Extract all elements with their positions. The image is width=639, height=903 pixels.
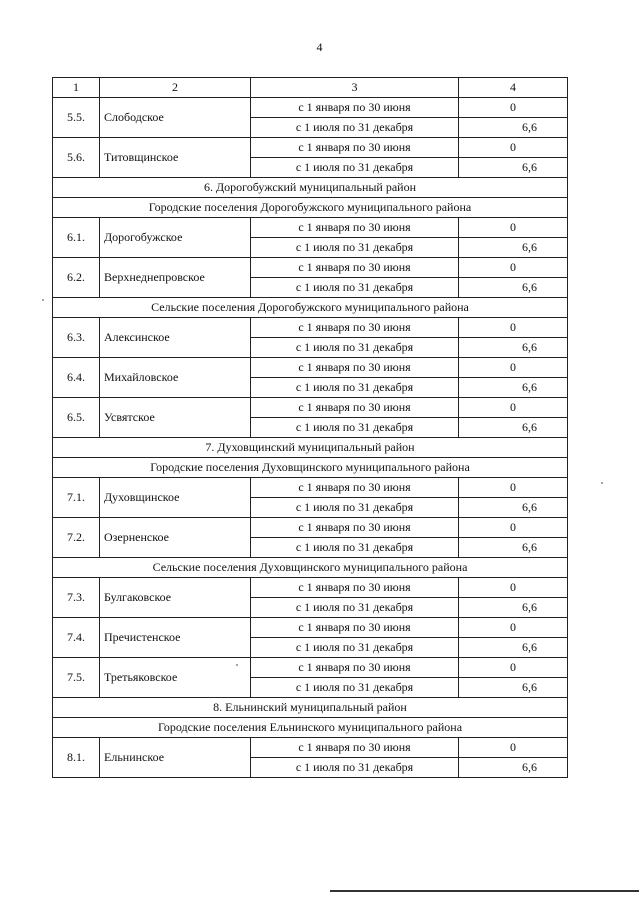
rate-cell: [459, 98, 568, 118]
table-row: [53, 578, 568, 598]
period-second-half: с 1 июля по 31 декабря: [251, 498, 459, 518]
rate-value-second: 6,6: [522, 600, 537, 614]
rate-cell: [459, 578, 568, 598]
rates-table: [52, 77, 568, 778]
period-second-half: с 1 июля по 31 декабря: [251, 598, 459, 618]
period-first-half: с 1 января по 30 июня: [251, 138, 459, 158]
section-row: [53, 178, 568, 198]
row-number: 6.2.: [53, 258, 100, 298]
period-first-half: с 1 января по 30 июня: [251, 358, 459, 378]
scan-speck: [601, 482, 603, 484]
table-row: [53, 358, 568, 378]
table-row: [53, 218, 568, 238]
rate-value-second: 6,6: [522, 340, 537, 354]
rate-value-first: 0: [510, 580, 516, 594]
row-number: 8.1.: [53, 738, 100, 778]
rate-value-first: 0: [510, 100, 516, 114]
header-col-3: 3: [251, 78, 459, 98]
rate-value-second: 6,6: [522, 760, 537, 774]
rate-value-first: 0: [510, 360, 516, 374]
rate-cell: [459, 218, 568, 238]
rate-value-second: 6,6: [522, 540, 537, 554]
row-number: 5.6.: [53, 138, 100, 178]
period-second-half: с 1 июля по 31 декабря: [251, 278, 459, 298]
section-title: Городские поселения Духовщинского муниципального района: [53, 458, 568, 478]
period-first-half: с 1 января по 30 июня: [251, 98, 459, 118]
row-number: 6.4.: [53, 358, 100, 398]
section-row: [53, 438, 568, 458]
row-number: 5.5.: [53, 98, 100, 138]
rates-table-body: [53, 78, 568, 778]
rate-cell: [459, 538, 568, 558]
table-row: [53, 258, 568, 278]
rate-value-first: 0: [510, 520, 516, 534]
row-number: 7.5.: [53, 658, 100, 698]
settlement-name: Дорогобужское: [100, 218, 251, 258]
rate-cell: [459, 498, 568, 518]
settlement-name: Слободское: [100, 98, 251, 138]
period-second-half: с 1 июля по 31 декабря: [251, 758, 459, 778]
rate-value-first: 0: [510, 220, 516, 234]
section-row: [53, 558, 568, 578]
table-row: [53, 618, 568, 638]
period-first-half: с 1 января по 30 июня: [251, 218, 459, 238]
rate-cell: [459, 138, 568, 158]
period-first-half: с 1 января по 30 июня: [251, 478, 459, 498]
settlement-name: Булгаковское: [100, 578, 251, 618]
rate-value-second: 6,6: [522, 420, 537, 434]
rate-value-first: 0: [510, 140, 516, 154]
rate-cell: [459, 118, 568, 138]
rate-cell: [459, 158, 568, 178]
rate-cell: [459, 598, 568, 618]
table-row: [53, 318, 568, 338]
header-col-2: 2: [100, 78, 251, 98]
section-title: 8. Ельнинский муниципальный район: [53, 698, 568, 718]
period-first-half: с 1 января по 30 июня: [251, 578, 459, 598]
section-title: 7. Духовщинский муниципальный район: [53, 438, 568, 458]
rate-value-first: 0: [510, 620, 516, 634]
section-title: Сельские поселения Духовщинского муниципального района: [53, 558, 568, 578]
rate-cell: [459, 758, 568, 778]
settlement-name: Озерненское: [100, 518, 251, 558]
rate-cell: [459, 318, 568, 338]
section-title: Городские поселения Ельнинского муниципального района: [53, 718, 568, 738]
rate-cell: [459, 278, 568, 298]
section-row: [53, 718, 568, 738]
period-first-half: с 1 января по 30 июня: [251, 318, 459, 338]
period-second-half: с 1 июля по 31 декабря: [251, 118, 459, 138]
period-second-half: с 1 июля по 31 декабря: [251, 418, 459, 438]
table-row: [53, 98, 568, 118]
section-row: [53, 458, 568, 478]
settlement-name: Третьяковское: [100, 658, 251, 698]
period-second-half: с 1 июля по 31 декабря: [251, 338, 459, 358]
rate-value-first: 0: [510, 660, 516, 674]
settlement-name: Пречистенское: [100, 618, 251, 658]
row-number: 6.1.: [53, 218, 100, 258]
header-row: [53, 78, 568, 98]
rate-cell: [459, 418, 568, 438]
settlement-name: Духовщинское: [100, 478, 251, 518]
rate-cell: [459, 618, 568, 638]
row-number: 7.1.: [53, 478, 100, 518]
header-col-4: 4: [459, 78, 568, 98]
table-row: [53, 138, 568, 158]
section-row: [53, 298, 568, 318]
period-second-half: с 1 июля по 31 декабря: [251, 378, 459, 398]
rate-value-second: 6,6: [522, 500, 537, 514]
table-row: [53, 478, 568, 498]
rate-value-first: 0: [510, 400, 516, 414]
rate-value-second: 6,6: [522, 280, 537, 294]
rate-cell: [459, 358, 568, 378]
period-second-half: с 1 июля по 31 декабря: [251, 158, 459, 178]
rate-value-first: 0: [510, 740, 516, 754]
rate-value-first: 0: [510, 480, 516, 494]
section-row: [53, 198, 568, 218]
row-number: 6.3.: [53, 318, 100, 358]
section-title: Сельские поселения Дорогобужского муниципального района: [53, 298, 568, 318]
scan-edge-line: [330, 890, 639, 892]
period-second-half: с 1 июля по 31 декабря: [251, 238, 459, 258]
period-second-half: с 1 июля по 31 декабря: [251, 678, 459, 698]
rate-cell: [459, 238, 568, 258]
rate-cell: [459, 738, 568, 758]
settlement-name: Усвятское: [100, 398, 251, 438]
period-first-half: с 1 января по 30 июня: [251, 398, 459, 418]
settlement-name: Ельнинское: [100, 738, 251, 778]
rate-value-first: 0: [510, 320, 516, 334]
period-second-half: с 1 июля по 31 декабря: [251, 638, 459, 658]
row-number: 7.4.: [53, 618, 100, 658]
settlement-name: Михайловское: [100, 358, 251, 398]
rate-value-second: 6,6: [522, 120, 537, 134]
section-row: [53, 698, 568, 718]
period-first-half: с 1 января по 30 июня: [251, 618, 459, 638]
rate-cell: [459, 378, 568, 398]
header-col-1: 1: [53, 78, 100, 98]
rate-value-first: 0: [510, 260, 516, 274]
rate-cell: [459, 518, 568, 538]
rate-value-second: 6,6: [522, 160, 537, 174]
period-first-half: с 1 января по 30 июня: [251, 518, 459, 538]
row-number: 7.3.: [53, 578, 100, 618]
section-title: Городские поселения Дорогобужского муниципального района: [53, 198, 568, 218]
settlement-name: Верхнеднепровское: [100, 258, 251, 298]
page-number: 4: [316, 40, 323, 54]
rate-cell: [459, 398, 568, 418]
scan-speck: [42, 299, 44, 301]
period-second-half: с 1 июля по 31 декабря: [251, 538, 459, 558]
rate-value-second: 6,6: [522, 640, 537, 654]
section-title: 6. Дорогобужский муниципальный район: [53, 178, 568, 198]
rate-cell: [459, 658, 568, 678]
table-row: [53, 738, 568, 758]
period-first-half: с 1 января по 30 июня: [251, 738, 459, 758]
table-row: [53, 658, 568, 678]
period-first-half: с 1 января по 30 июня: [251, 258, 459, 278]
rate-cell: [459, 638, 568, 658]
rate-cell: [459, 338, 568, 358]
rate-value-second: 6,6: [522, 240, 537, 254]
scan-speck: [236, 664, 238, 666]
row-number: 7.2.: [53, 518, 100, 558]
rate-cell: [459, 478, 568, 498]
rate-cell: [459, 258, 568, 278]
table-row: [53, 398, 568, 418]
rate-value-second: 6,6: [522, 680, 537, 694]
settlement-name: Титовщинское: [100, 138, 251, 178]
table-row: [53, 518, 568, 538]
settlement-name: Алексинское: [100, 318, 251, 358]
rate-value-second: 6,6: [522, 380, 537, 394]
row-number: 6.5.: [53, 398, 100, 438]
rate-cell: [459, 678, 568, 698]
period-first-half: с 1 января по 30 июня: [251, 658, 459, 678]
